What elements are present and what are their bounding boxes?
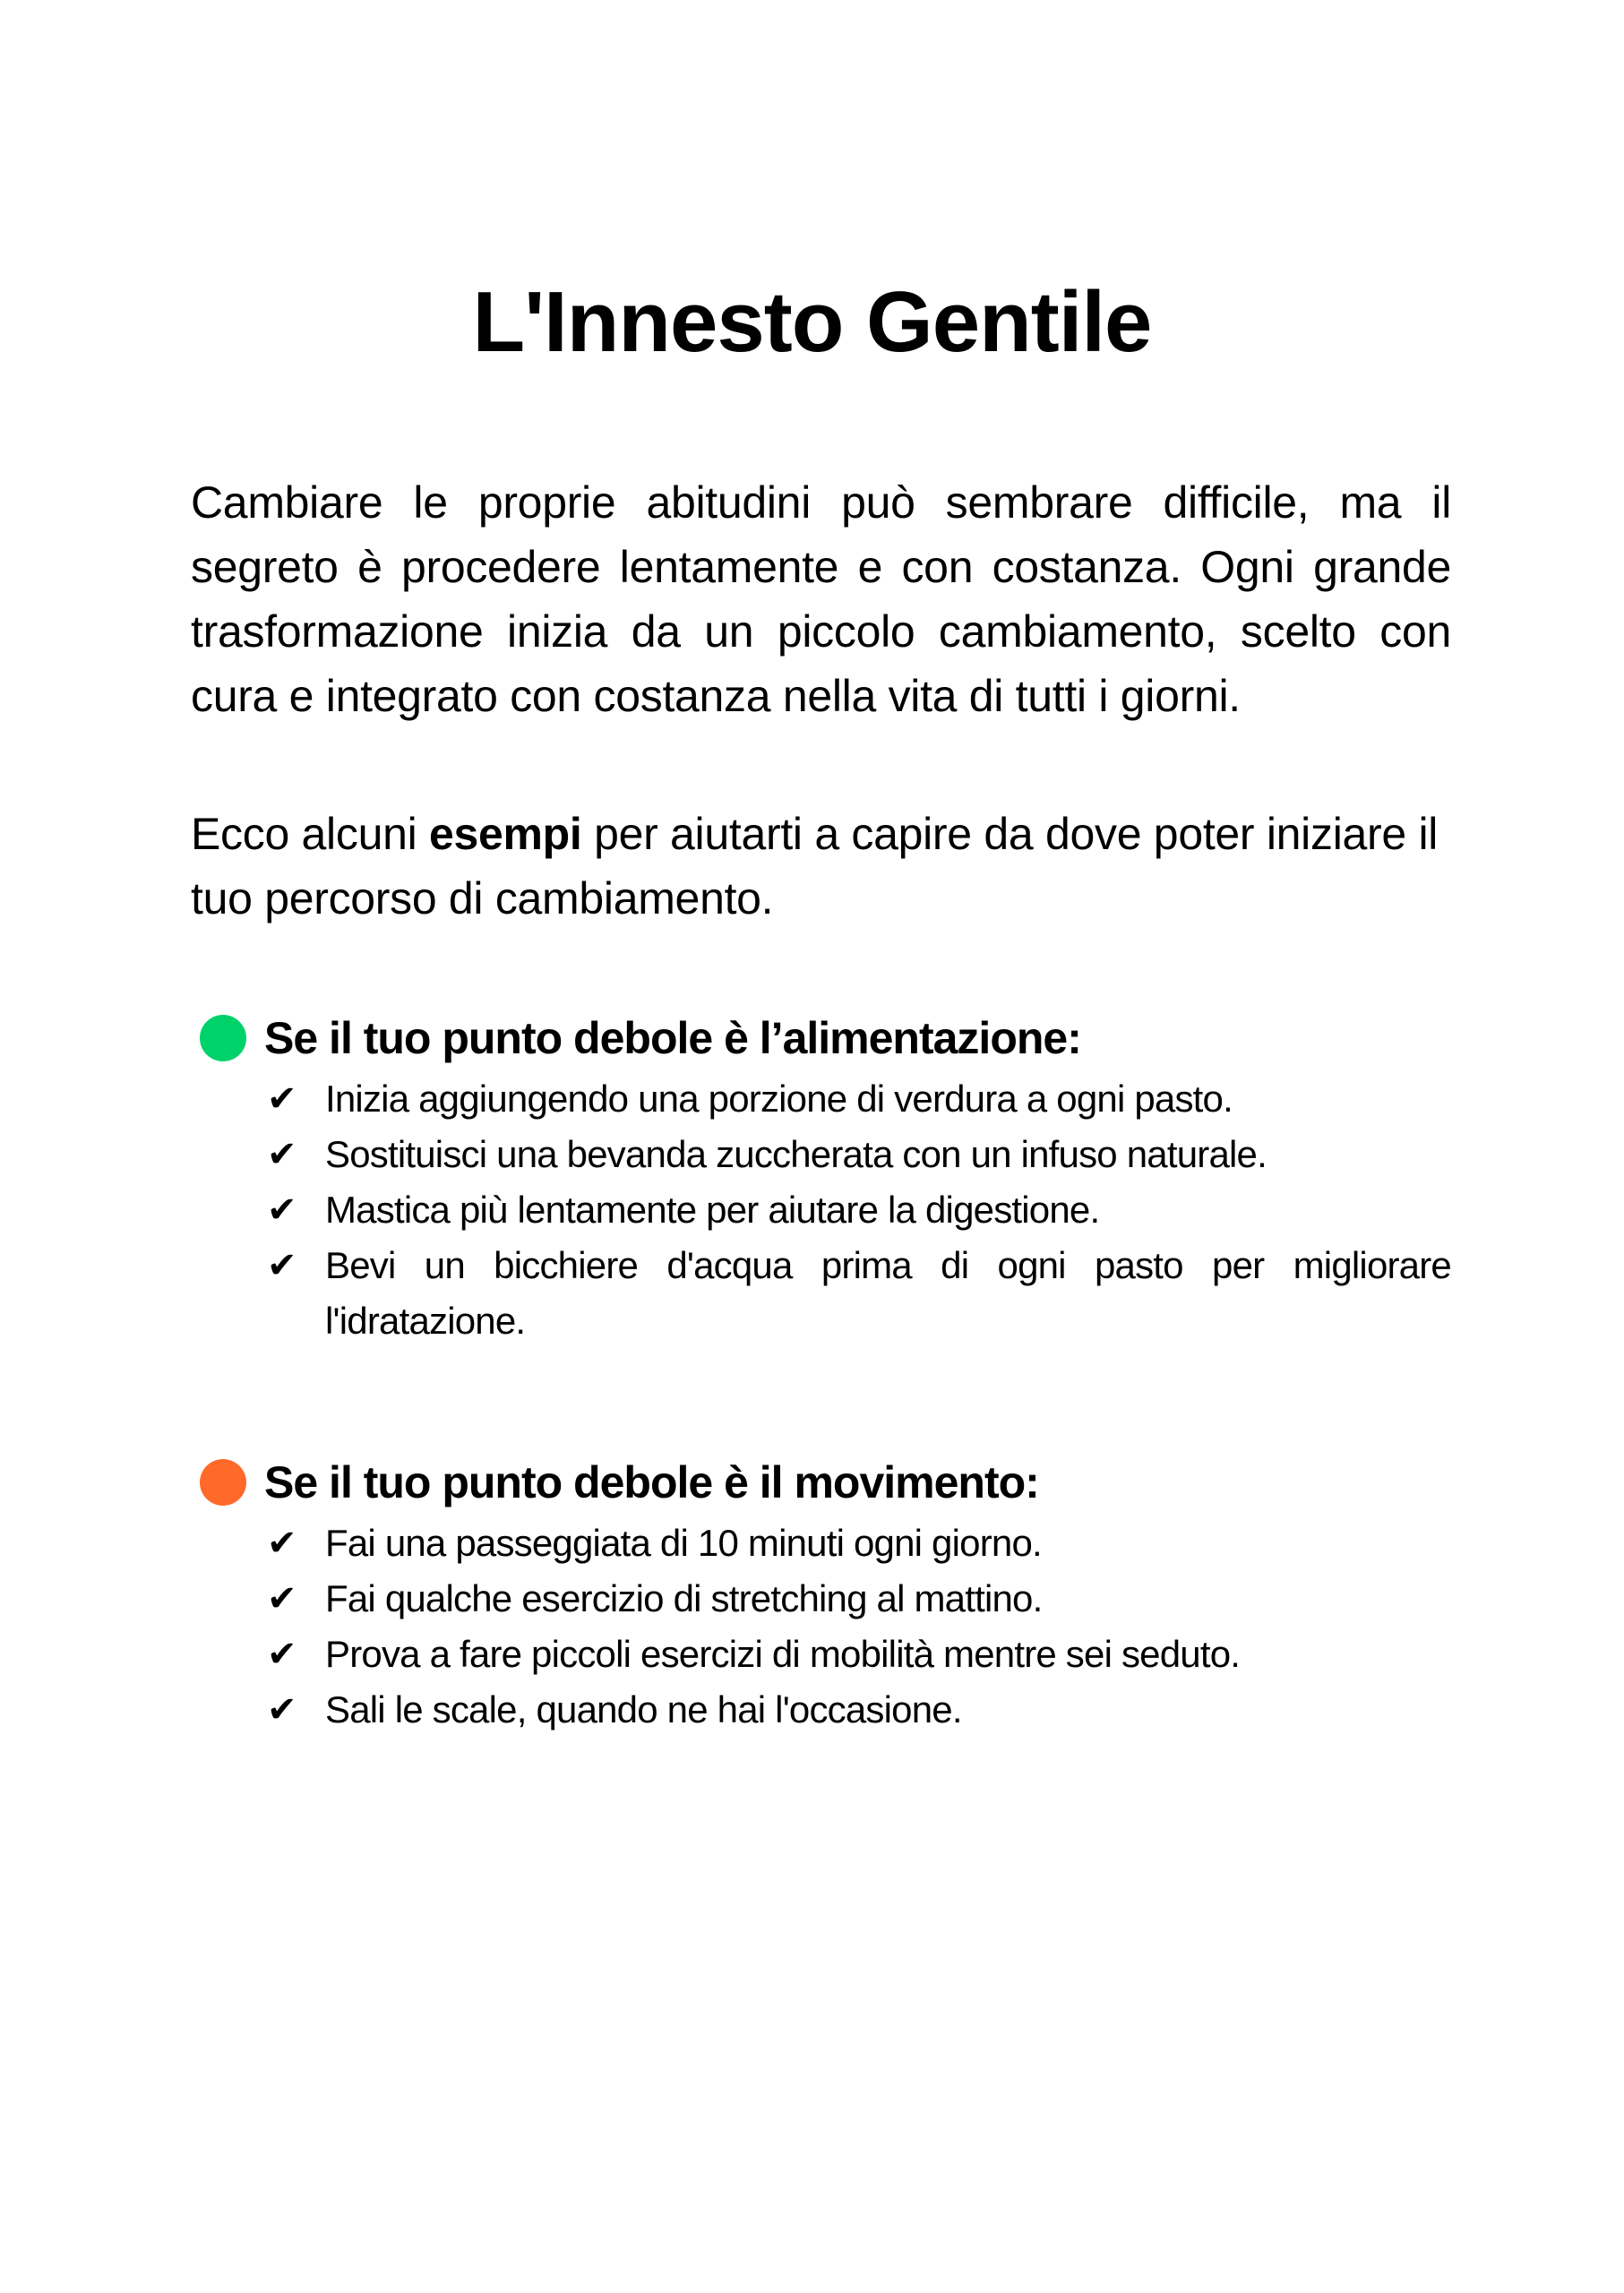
section-heading [191,1005,1451,1071]
checkmark-icon: ✔ [267,1134,296,1175]
checklist [191,1516,1451,1738]
checkmark-icon: ✔ [267,1634,296,1675]
examples-paragraph [191,802,1451,931]
list-item-text: Sali le scale, quando ne hai l'occasione. [325,1688,962,1730]
list-item-text: Sostituisci una bevanda zuccherata con un infuso naturale. [325,1133,1267,1175]
green-circle-icon [200,1015,246,1061]
list-item [191,1238,1451,1349]
checkmark-icon: ✔ [267,1189,296,1231]
checklist [191,1071,1451,1349]
section-heading-text: Se il tuo punto debole è l’alimentazione: [264,1013,1081,1063]
list-item-text: Fai una passeggiata di 10 minuti ogni giorno. [325,1522,1042,1564]
list-item [191,1627,1451,1682]
list-item [191,1516,1451,1571]
orange-circle-icon [200,1459,246,1506]
checkmark-icon: ✔ [267,1689,296,1730]
list-item [191,1071,1451,1127]
examples-text-before: Ecco alcuni [191,809,429,859]
list-item [191,1682,1451,1738]
checkmark-icon: ✔ [267,1523,296,1564]
checkmark-icon: ✔ [267,1078,296,1120]
intro-paragraph: Cambiare le proprie abitudini può sembrare difficile, ma il segreto è procedere lentamente e con costanza. Ogni grande trasformazione inizia da un piccolo cambiamento, scelto con cura e integrato con costanza nella vita di tutti i giorni. [191,477,1451,721]
section-heading [191,1449,1451,1516]
list-item [191,1182,1451,1238]
list-item-text: Prova a fare piccoli esercizi di mobilità mentre sei seduto. [325,1633,1241,1675]
checkmark-icon: ✔ [267,1245,296,1286]
page-title: L'Innesto Gentile [472,274,1152,370]
examples-text-bold: esempi [428,809,582,859]
list-item [191,1127,1451,1182]
section-movement [191,1449,1451,1738]
list-item-text: Fai qualche esercizio di stretching al mattino. [325,1577,1043,1619]
checkmark-icon: ✔ [267,1578,296,1619]
list-item-text: Bevi un bicchiere d'acqua prima di ogni pasto per migliorare l'idratazione. [325,1244,1451,1342]
section-heading-text: Se il tuo punto debole è il movimento: [264,1457,1039,1507]
section-nutrition [191,1005,1451,1349]
list-item [191,1571,1451,1627]
list-item-text: Inizia aggiungendo una porzione di verdura a ogni pasto. [325,1078,1233,1120]
examples-text-after: per aiutarti a capire da dove poter iniziare il tuo percorso di cambiamento. [191,809,1439,923]
list-item-text: Mastica più lentamente per aiutare la digestione. [325,1189,1100,1231]
